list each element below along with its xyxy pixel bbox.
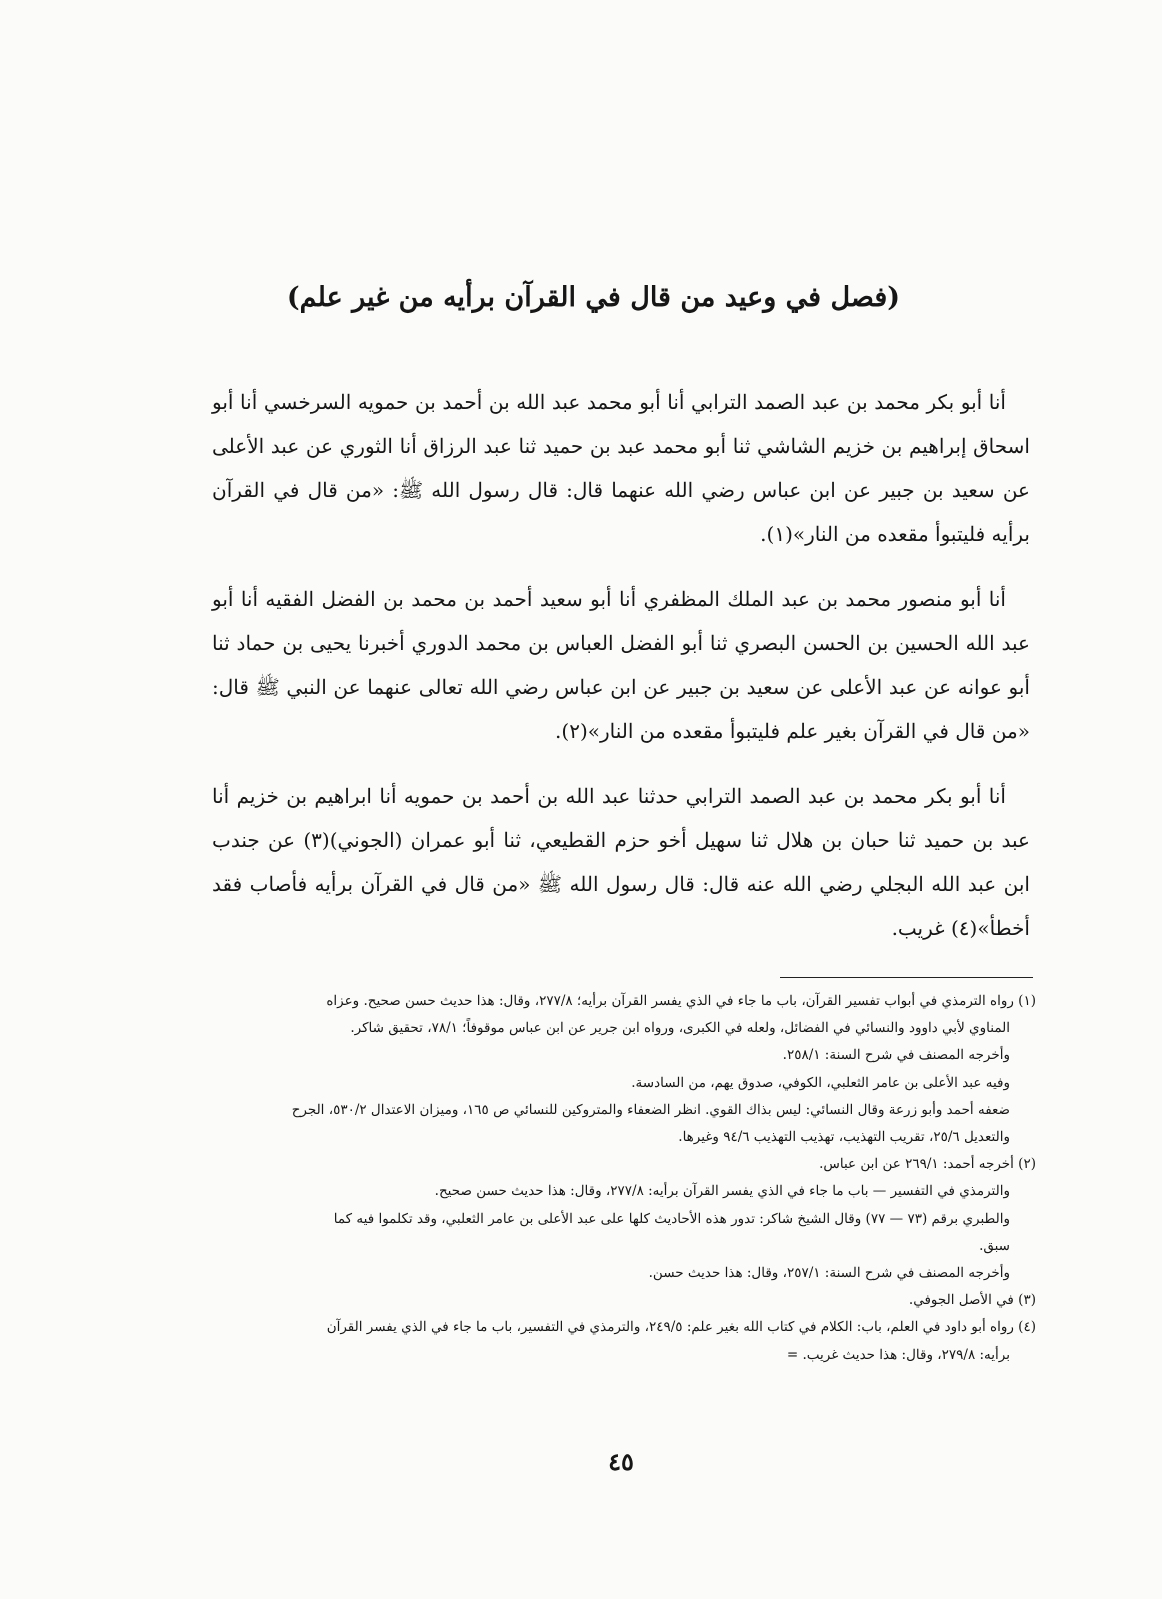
main-text: [212, 380, 1030, 971]
footnote-line: (٢) أخرجه أحمد: ٢٦٩/١ عن ابن عباس.: [819, 1156, 1036, 1173]
footnote-line: وأخرجه المصنف في شرح السنة: ٢٥٨/١.: [782, 1047, 1010, 1064]
page-number: ٤٥: [608, 1447, 634, 1476]
footnote-line: وأخرجه المصنف في شرح السنة: ٢٥٧/١، وقال: هذا حديث حسن.: [648, 1265, 1010, 1282]
footnote-line: والترمذي في التفسير — باب ما جاء في الذي يفسر القرآن برأيه: ٢٧٧/٨، وقال: هذا حديث حسن صحيح.: [434, 1183, 1010, 1200]
footnote-line: سبق.: [979, 1237, 1010, 1254]
paragraph-2: أنا أبو منصور محمد بن عبد الملك المظفري أنا أبو سعيد أحمد بن محمد بن الفضل الفقيه أنا أبو عبد الله الحسين بن الحسن البصري ثنا أبو الفضل العباس بن محمد الدوري أخبرنا يحيى بن حماد ثنا أبو عوانه عن عبد الأعلى عن سعيد بن جبير عن ابن عباس رضي الله تعالى عنهما عن النبي ﷺ قال: «من قال في القرآن بغير علم فليتبوأ مقعده من النار»(٢).: [212, 587, 1030, 743]
footnote-separator: [780, 977, 1033, 978]
paragraph-3: أنا أبو بكر محمد بن عبد الصمد الترابي حدثنا عبد الله بن أحمد بن حمويه أنا ابراهيم بن خزيم أنا عبد بن حميد ثنا حبان بن هلال ثنا سهيل أخو حزم القطيعي، ثنا أبو عمران (الجوني)(٣) عن جندب ابن عبد الله البجلي رضي الله عنه قال: قال رسول الله ﷺ «من قال في القرآن برأيه فأصاب فقد أخطأ»(٤) غريب.: [212, 784, 1030, 940]
footnote-line: برأيه: ٢٧٩/٨، وقال: هذا حديث غريب. =: [786, 1346, 1010, 1363]
paragraph-1: أنا أبو بكر محمد بن عبد الصمد الترابي أنا أبو محمد عبد الله بن أحمد بن حمويه السرخسي أنا أبو اسحاق إبراهيم بن خزيم الشاشي ثنا أبو محمد عبد بن حميد ثنا عبد الرزاق أنا الثوري عن عبد الأعلى عن سعيد بن جبير عن ابن عباس رضي الله عنهما قال: قال رسول الله ﷺ: «من قال في القرآن برأيه فليتبوأ مقعده من النار»(١).: [212, 390, 1030, 546]
footnotes: [212, 988, 1036, 1369]
footnote-line: (١) رواه الترمذي في أبواب تفسير القرآن، باب ما جاء في الذي يفسر القرآن برأيه؛ ٢٧٧/٨، وقال: هذا حديث حسن صحيح. وعزاه: [326, 993, 1036, 1009]
footnote-line: والطبري برقم (٧٣ — ٧٧) وقال الشيخ شاكر: تدور هذه الأحاديث كلها على عبد الأعلى بن عامر الثعلبي، وقد تكلموا فيه كما: [333, 1210, 1010, 1227]
footnote-line: ضعفه أحمد وأبو زرعة وقال النسائي: ليس بذاك القوي. انظر الضعفاء والمتروكين للنسائي ص ١٦٥، وميزان الاعتدال ٥٣٠/٢، الجرح: [291, 1101, 1010, 1118]
footnote-line: وفيه عبد الأعلى بن عامر الثعلبي، الكوفي، صدوق يهم، من السادسة.: [631, 1074, 1010, 1091]
footnote-line: المناوي لأبي داوود والنسائي في الفضائل، ولعله في الكبرى، ورواه ابن جرير عن ابن عباس موقوفاً؛ ٧٨/١، تحقيق شاكر.: [350, 1020, 1010, 1037]
footnote-line: والتعديل ٢٥/٦، تقريب التهذيب، تهذيب التهذيب ٩٤/٦ وغيرها.: [678, 1129, 1010, 1146]
section-title: (فصل في وعيد من قال في القرآن برأيه من غير علم): [286, 282, 900, 313]
footnote-line: (٣) في الأصل الجوفي.: [908, 1292, 1036, 1309]
footnote-line: (٤) رواه أبو داود في العلم، باب: الكلام في كتاب الله بغير علم: ٢٤٩/٥، والترمذي في التفسير، باب ما جاء في الذي يفسر القرآن: [326, 1319, 1036, 1336]
